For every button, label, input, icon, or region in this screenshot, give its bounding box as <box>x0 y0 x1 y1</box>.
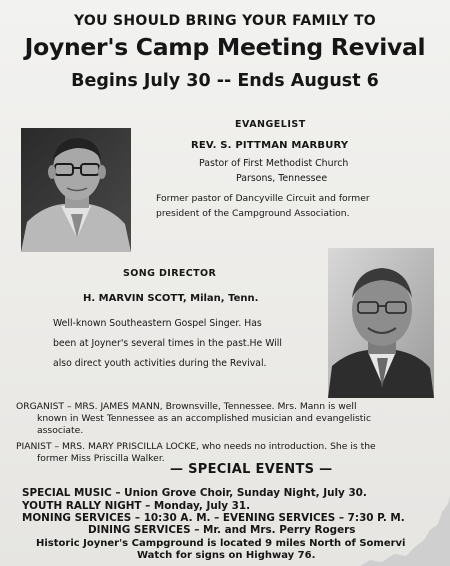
evangelist-former-line-2: president of the Campground Association. <box>156 208 350 219</box>
song-director-line-1: Well-known Southeastern Gospel Singer. Has <box>53 318 262 329</box>
special-event-line: MONING SERVICES – 10:30 A. M. – EVENING SERVICES – 7:30 P. M. <box>22 512 405 524</box>
organist-line-1: ORGANIST – MRS. JAMES MANN, Brownsville, Tennessee. Mrs. Mann is well <box>16 401 357 412</box>
organist-line-2: known in West Tennessee as an accomplished musician and evangelistic <box>37 413 372 424</box>
evangelist-pastor-line: Pastor of First Methodist Church <box>199 158 349 169</box>
campground-location-line: Historic Joyner's Campground is located 9 miles North of Somervi <box>36 538 406 549</box>
header-dates: Begins July 30 -- Ends August 6 <box>71 71 379 91</box>
special-event-line: YOUTH RALLY NIGHT – Monday, July 31. <box>22 500 251 512</box>
evangelist-photo <box>21 128 131 252</box>
campground-signs-line: Watch for signs on Highway 76. <box>137 550 316 561</box>
header-title: Joyner's Camp Meeting Revival <box>24 33 426 61</box>
evangelist-former-line-1: Former pastor of Dancyville Circuit and former <box>156 193 370 204</box>
pianist-line-2: former Miss Priscilla Walker. <box>37 453 165 464</box>
pianist-line-1: PIANIST – MRS. MARY PRISCILLA LOCKE, who needs no introduction. She is the <box>16 441 376 452</box>
header-intro: YOU SHOULD BRING YOUR FAMILY TO <box>73 13 376 29</box>
special-event-line: SPECIAL MUSIC – Union Grove Choir, Sunday Night, July 30. <box>22 487 367 499</box>
evangelist-city-line: Parsons, Tennessee <box>236 173 328 184</box>
special-events-title: — SPECIAL EVENTS — <box>170 462 333 477</box>
special-event-line: DINING SERVICES – Mr. and Mrs. Perry Rogers <box>88 524 356 536</box>
song-director-photo <box>328 248 434 398</box>
torn-corner <box>360 496 450 566</box>
evangelist-label: EVANGELIST <box>235 119 306 130</box>
song-director-line-3: also direct youth activities during the Revival. <box>53 358 267 369</box>
evangelist-name: REV. S. PITTMAN MARBURY <box>191 140 349 151</box>
organist-line-3: associate. <box>37 425 84 436</box>
song-director-line-2: been at Joyner's several times in the past.He Will <box>53 338 282 349</box>
song-director-label: SONG DIRECTOR <box>123 268 217 279</box>
song-director-name: H. MARVIN SCOTT, Milan, Tenn. <box>83 293 259 304</box>
